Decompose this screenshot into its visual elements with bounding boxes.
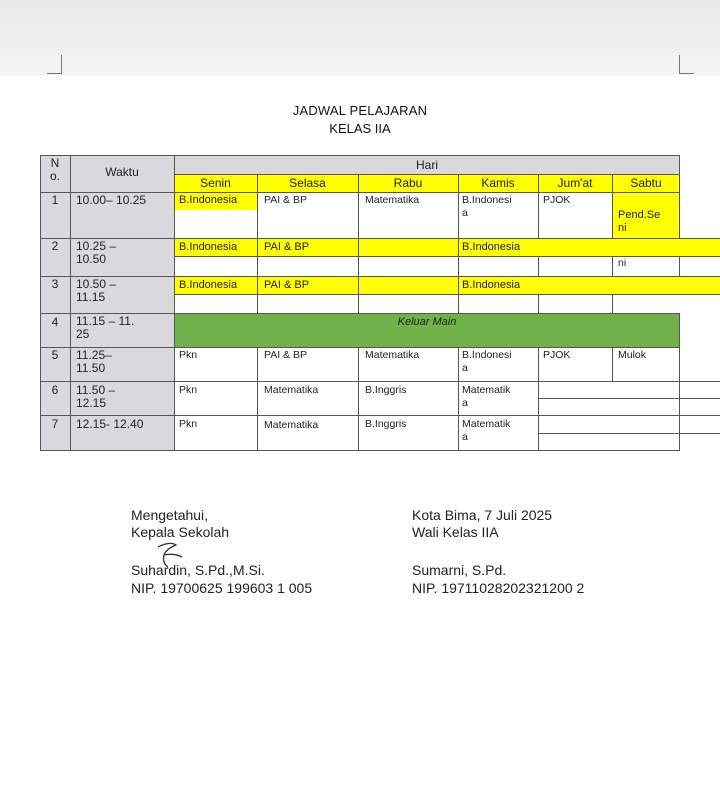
header-no: N o. (49, 156, 60, 183)
grid-line (538, 398, 720, 399)
grid-line (538, 294, 539, 313)
cell-jumat: PJOK (543, 194, 571, 206)
row-time: 10.50 – 11.15 (76, 277, 117, 304)
grid-line (458, 347, 459, 451)
row-time: 12.15- 12.40 (76, 417, 144, 431)
row-time: 11.25– 11.50 (76, 348, 112, 375)
grid-line (174, 256, 720, 257)
grid-line (538, 256, 539, 276)
row-no: 2 (51, 239, 59, 253)
cell-rabu: Matematika (365, 349, 420, 361)
row-time: 10.25 – 10.50 (76, 239, 117, 266)
top-bar (0, 0, 720, 75)
grid-line (538, 433, 720, 434)
grid-line (679, 155, 680, 238)
cell-selasa: Matematika (264, 384, 319, 396)
row-time: 11.50 – 12.15 (76, 383, 116, 410)
grid-line (612, 174, 613, 238)
grid-line (40, 238, 720, 239)
cell-senin: Pkn (179, 349, 198, 361)
grid-line (358, 174, 359, 313)
grid-line (40, 415, 720, 416)
grid-line (40, 313, 680, 314)
grid-line (40, 381, 720, 382)
day-senin: Senin (200, 176, 231, 190)
sig-right-name: Sumarni, S.Pd. (412, 562, 507, 578)
day-rabu: Rabu (393, 176, 423, 190)
document-title: JADWAL PELAJARAN (292, 103, 428, 118)
sig-right-line1: Kota Bima, 7 Juli 2025 (412, 507, 553, 523)
row-no: 4 (51, 315, 59, 329)
sig-left-nip: NIP. 19700625 199603 1 005 (131, 580, 313, 596)
sig-right-line2: Wali Kelas IIA (412, 524, 499, 540)
cell-jumat: PJOK (543, 349, 571, 361)
cell-rabu: B.Inggris (365, 384, 407, 396)
header-waktu: Waktu (105, 165, 139, 179)
day-sabtu: Sabtu (630, 176, 662, 190)
cell-rabu: B.Inggris (365, 418, 407, 430)
row-time: 11.15 – 11. 25 (76, 314, 135, 341)
grid-line (40, 276, 720, 277)
cell-senin: B.Indonesia (179, 241, 238, 253)
grid-line (612, 347, 613, 381)
cell-senin: Pkn (179, 418, 198, 430)
row2-highlight (174, 238, 720, 256)
sig-left-line2: Kepala Sekolah (131, 524, 230, 540)
grid-line (612, 294, 613, 313)
grid-line (257, 174, 258, 313)
crop-mark-left (47, 55, 62, 74)
grid-line (679, 256, 680, 276)
cell-selasa: PAI & BP (264, 349, 307, 361)
row-no: 5 (51, 348, 59, 362)
day-jumat: Jum'at (557, 176, 593, 190)
row-no: 3 (51, 277, 59, 291)
row-no: 6 (51, 383, 59, 397)
grid-line (70, 155, 71, 451)
grid-line (174, 174, 680, 175)
row-time: 10.00– 10.25 (76, 193, 147, 207)
row-no: 7 (51, 417, 59, 431)
cell-selasa: PAI & BP (264, 241, 310, 253)
cell-sabtu: Mulok (618, 349, 647, 361)
cell-sabtu: Pend.Se ni (618, 209, 661, 234)
schedule-table (40, 155, 680, 451)
grid-line (679, 313, 680, 451)
grid-line (538, 174, 539, 238)
grid-line (40, 155, 680, 156)
cell-selasa: Matematika (264, 419, 319, 431)
cell-kamis: B.Indonesi a (462, 194, 512, 219)
day-selasa: Selasa (289, 176, 326, 190)
sig-right-nip: NIP. 19711028202321200 2 (412, 580, 585, 596)
grid-line (358, 347, 359, 451)
document-subtitle: KELAS IIA (329, 121, 391, 136)
sig-left-line1: Mengetahui, (131, 507, 209, 523)
grid-line (538, 347, 539, 451)
cell-kamis: B.Indonesia (462, 241, 521, 253)
grid-line (612, 256, 613, 276)
break-label: Keluar Main (397, 316, 457, 328)
cell-kamis: Matematik a (462, 384, 511, 409)
row-no: 1 (51, 193, 59, 207)
sig-left-name: Suhardin, S.Pd.,M.Si. (131, 562, 265, 578)
grid-line (40, 192, 680, 193)
day-kamis: Kamis (481, 176, 515, 190)
grid-line (40, 155, 41, 451)
row3-highlight (174, 276, 720, 294)
cell-kamis: Matematik a (462, 418, 511, 443)
cell-kamis: B.Indonesi a (462, 349, 512, 374)
cell-selasa: PAI & BP (264, 279, 310, 291)
cell-senin: B.Indonesia (179, 279, 238, 291)
grid-line (458, 174, 459, 313)
cell-senin: B.Indonesia (179, 194, 238, 206)
grid-line (174, 294, 720, 295)
grid-line (40, 347, 680, 348)
cell-kamis: B.Indonesia (462, 279, 521, 291)
grid-line (174, 155, 175, 451)
cell-senin: Pkn (179, 384, 198, 396)
grid-line (257, 347, 258, 451)
header-hari: Hari (415, 158, 438, 172)
cell-selasa: PAI & BP (264, 194, 307, 206)
grid-line (40, 450, 680, 451)
crop-mark-right (679, 55, 694, 74)
cell-sabtu: ni (618, 257, 627, 269)
cell-rabu: Matematika (365, 194, 420, 206)
